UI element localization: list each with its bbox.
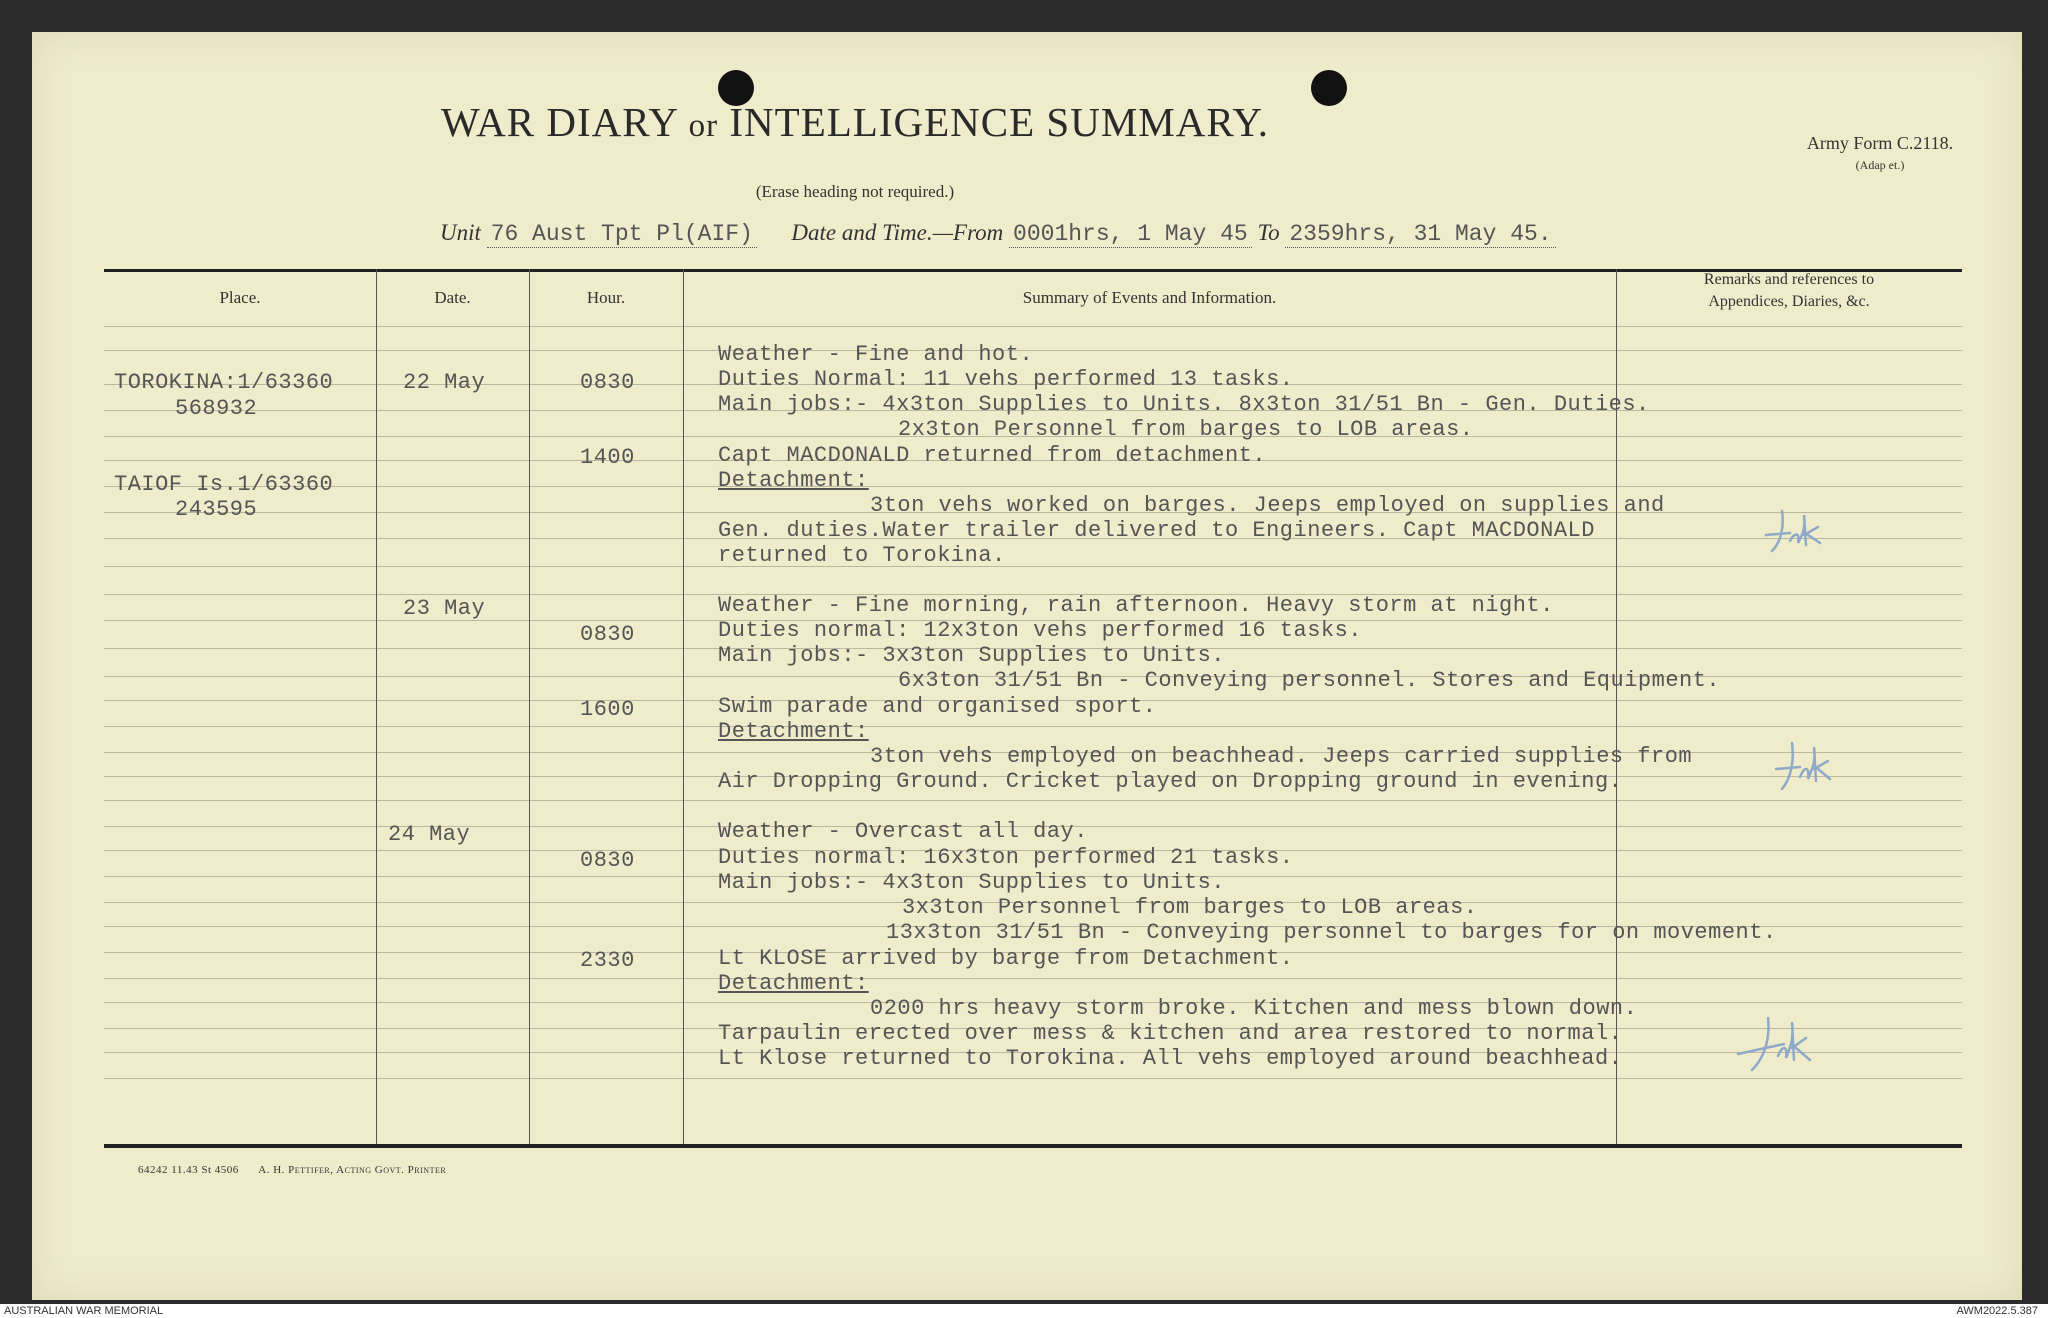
unit-value: 76 Aust Tpt Pl(AIF) (487, 221, 757, 248)
to-label: To (1257, 220, 1280, 245)
detachment-heading: Detachment: (718, 468, 869, 493)
column-header-place: Place. (219, 288, 261, 307)
summary-line: Duties normal: 16x3ton performed 21 tasks. (718, 845, 1294, 870)
ruled-line (104, 1078, 1962, 1079)
column-header-hour: Hour. (586, 288, 626, 307)
column-header-remarks (1616, 269, 1962, 313)
date-24-may: 24 May (388, 822, 471, 847)
summary-line: 3ton vehs worked on barges. Jeeps employed on supplies and (870, 493, 1665, 518)
place-1-line-2: 568932 (175, 396, 258, 421)
place-1-line-1: TOROKINA:1/63360 (114, 370, 334, 395)
summary-line: returned to Torokina. (718, 543, 1006, 568)
unit-label: Unit (440, 220, 481, 245)
date-label: Date and Time.—From (791, 220, 1004, 245)
ruled-line (104, 726, 1962, 727)
summary-line: Lt KLOSE arrived by barge from Detachment. (718, 946, 1294, 971)
title-part-2: INTELLIGENCE SUMMARY. (729, 99, 1269, 145)
ruled-line (104, 566, 1962, 567)
hour-entry: 1600 (580, 697, 635, 722)
summary-line: 3x3ton Personnel from barges to LOB areas. (902, 895, 1478, 920)
summary-line: Main jobs:- 4x3ton Supplies to Units. 8x3ton 31/51 Bn - Gen. Duties. (718, 392, 1650, 417)
to-value: 2359hrs, 31 May 45. (1285, 221, 1555, 248)
ruled-line (104, 326, 1962, 327)
hour-entry: 2330 (580, 948, 635, 973)
summary-line: Main jobs:- 4x3ton Supplies to Units. (718, 870, 1225, 895)
summary-line: Main jobs:- 3x3ton Supplies to Units. (718, 643, 1225, 668)
column-header-date: Date. (434, 288, 471, 307)
signature-initials-1 (1760, 505, 1850, 565)
page-subtitle: (Erase heading not required.) (755, 182, 955, 201)
from-value: 0001hrs, 1 May 45 (1009, 221, 1252, 248)
date-22-may: 22 May (403, 370, 486, 395)
column-divider-date (529, 269, 530, 1144)
summary-line: Weather - Fine and hot. (718, 342, 1034, 367)
signature-initials-3 (1728, 1010, 1838, 1090)
column-divider-place (376, 269, 377, 1144)
summary-line: Duties normal: 12x3ton vehs performed 16 tasks. (718, 618, 1363, 643)
summary-line: Weather - Overcast all day. (718, 819, 1088, 844)
summary-line: Lt Klose returned to Torokina. All vehs employed around beachhead. (718, 1046, 1623, 1071)
signature-initials-2 (1770, 737, 1860, 803)
ruled-line (104, 978, 1962, 979)
summary-line: 0200 hrs heavy storm broke. Kitchen and mess blown down. (870, 996, 1638, 1021)
summary-line: Capt MACDONALD returned from detachment. (718, 443, 1267, 468)
title-part-1: WAR DIARY (441, 99, 678, 145)
ruled-line (104, 800, 1962, 801)
page-title (120, 98, 1590, 146)
remarks-header-line-1: Remarks and references to (1703, 271, 1875, 288)
ruled-line (104, 486, 1962, 487)
form-number (1760, 132, 2000, 176)
summary-line: 6x3ton 31/51 Bn - Conveying personnel. Stores and Equipment. (898, 668, 1721, 693)
summary-line: Swim parade and organised sport. (718, 694, 1157, 719)
summary-line: Tarpaulin erected over mess & kitchen and area restored to normal. (718, 1021, 1623, 1046)
unit-date-line (440, 220, 1556, 247)
archive-institution: AUSTRALIAN WAR MEMORIAL (4, 1305, 164, 1317)
hour-entry: 0830 (580, 848, 635, 873)
hour-entry: 1400 (580, 445, 635, 470)
summary-line: 13x3ton 31/51 Bn - Conveying personnel to barges for on movement. (886, 920, 1777, 945)
column-divider-hour (683, 269, 684, 1144)
form-note: (Adap et.) (1855, 158, 1905, 172)
title-or: or (688, 108, 719, 144)
summary-line: Duties Normal: 11 vehs performed 13 tasks. (718, 367, 1294, 392)
hour-entry: 0830 (580, 370, 635, 395)
form-number-text: Army Form C.2118. (1806, 133, 1954, 153)
date-23-may: 23 May (403, 596, 486, 621)
column-header-summary: Summary of Events and Information. (1022, 288, 1277, 307)
printer-imprint (138, 1164, 446, 1176)
printer-name: A. H. Pettifer, Acting Govt. Printer (258, 1164, 447, 1176)
summary-line: Gen. duties.Water trailer delivered to Engineers. Capt MACDONALD (718, 518, 1595, 543)
detachment-heading: Detachment: (718, 971, 869, 996)
summary-line: Weather - Fine morning, rain afternoon. Heavy storm at night. (718, 593, 1554, 618)
remarks-header-line-2: Appendices, Diaries, &c. (1708, 293, 1870, 310)
summary-line: Air Dropping Ground. Cricket played on Dropping ground in evening. (718, 769, 1623, 794)
place-2-line-1: TAIOF Is.1/63360 (114, 472, 334, 497)
place-2-line-2: 243595 (175, 497, 258, 522)
summary-line: 3ton vehs employed on beachhead. Jeeps carried supplies from (870, 744, 1693, 769)
print-codes: 64242 11.43 St 4506 (138, 1164, 239, 1176)
hour-entry: 0830 (580, 622, 635, 647)
summary-line: 2x3ton Personnel from barges to LOB areas. (898, 417, 1474, 442)
detachment-heading: Detachment: (718, 719, 869, 744)
archive-reference: AWM2022.5.387 (1956, 1305, 2038, 1317)
